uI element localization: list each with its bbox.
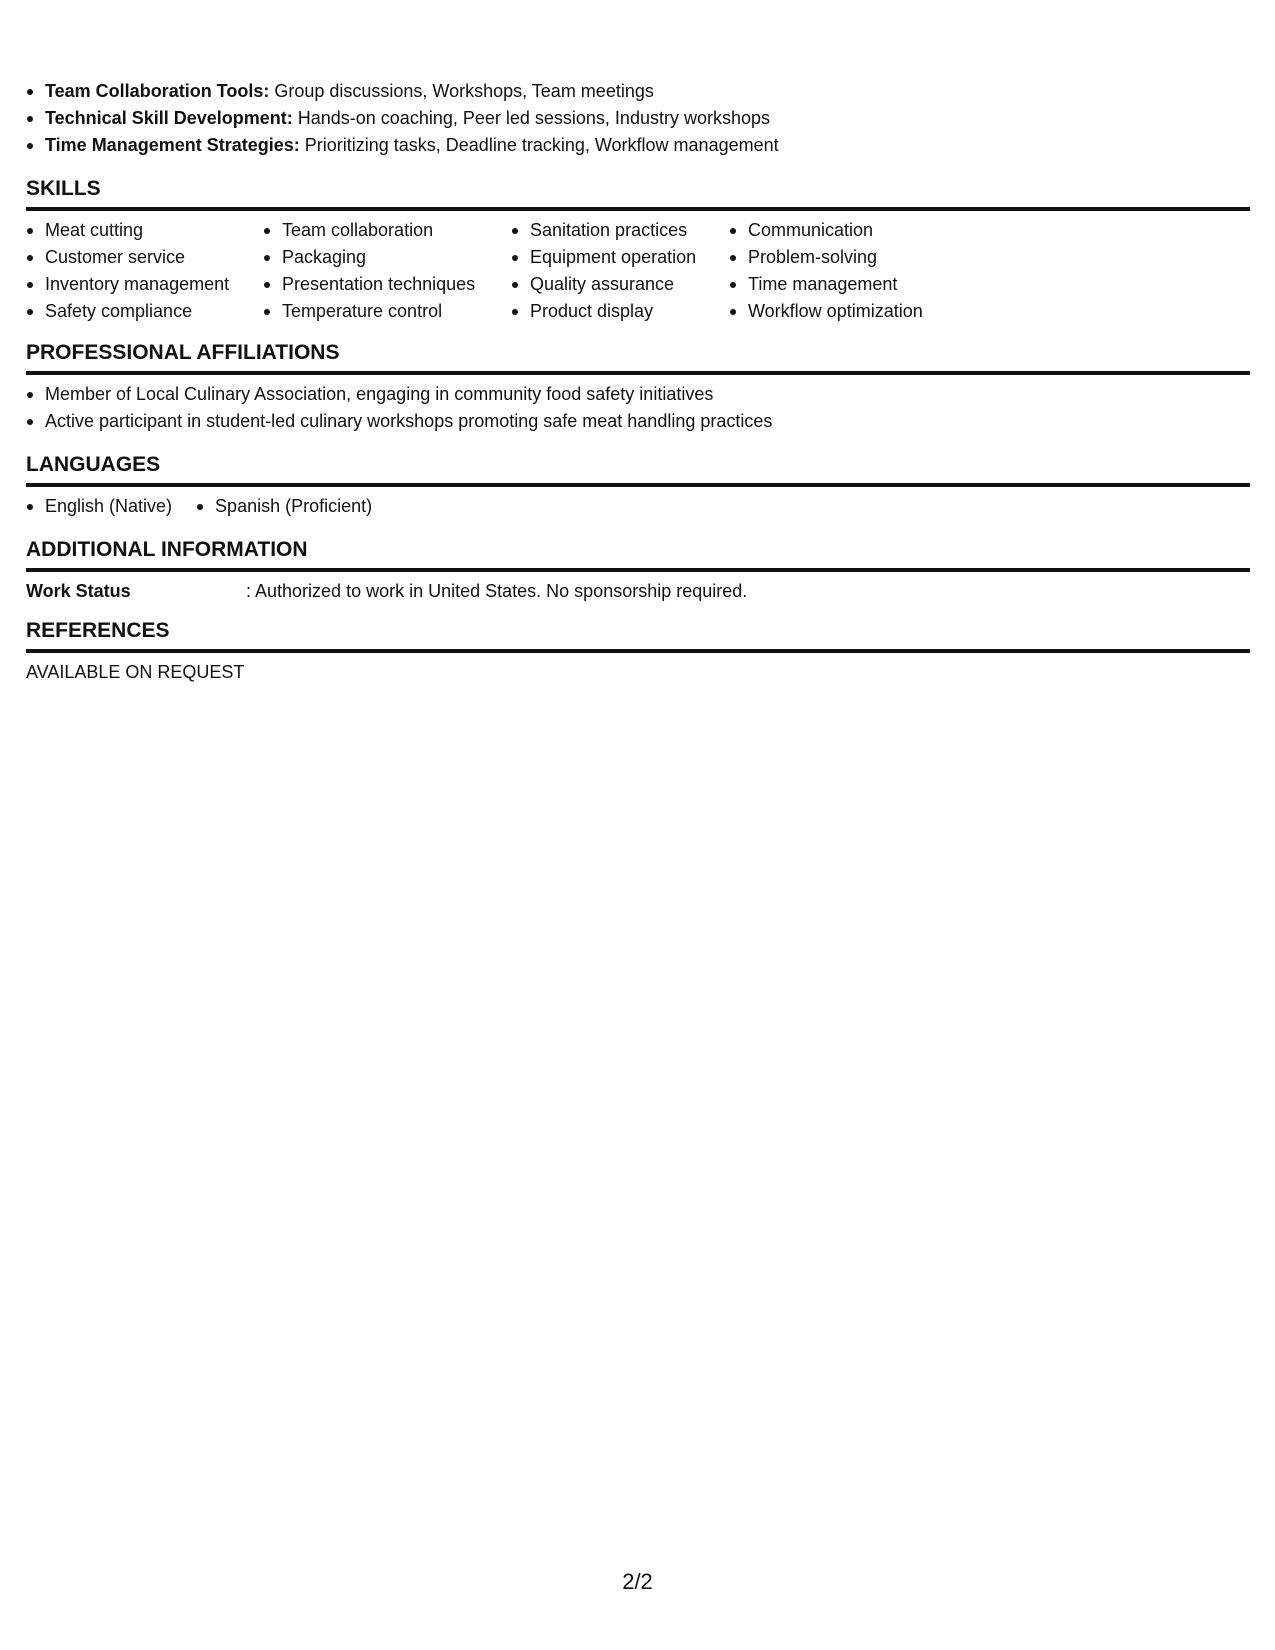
skill-item: Customer service — [26, 244, 263, 271]
skills-column — [263, 217, 511, 325]
skill-item: Time management — [729, 271, 989, 298]
affiliation-item: Active participant in student-led culinary workshops promoting safe meat handling practices — [26, 408, 1250, 435]
languages-list — [26, 493, 1250, 520]
skill-item: Sanitation practices — [511, 217, 729, 244]
skill-item: Presentation techniques — [263, 271, 511, 298]
skill-item: Team collaboration — [263, 217, 511, 244]
list-item — [26, 132, 1250, 159]
languages-heading: LANGUAGES — [26, 451, 1250, 487]
page-number: 2/2 — [622, 1569, 653, 1594]
additional-info-heading: ADDITIONAL INFORMATION — [26, 536, 1250, 572]
list-item — [26, 78, 1250, 105]
skills-heading: SKILLS — [26, 175, 1250, 211]
skill-item: Quality assurance — [511, 271, 729, 298]
intro-list — [26, 78, 1250, 159]
skills-column — [511, 217, 729, 325]
affiliation-item: Member of Local Culinary Association, engaging in community food safety initiatives — [26, 381, 1250, 408]
list-item — [26, 105, 1250, 132]
item-label: Technical Skill Development: — [45, 108, 293, 128]
skills-column — [729, 217, 989, 325]
skill-item: Product display — [511, 298, 729, 325]
affiliations-heading: PROFESSIONAL AFFILIATIONS — [26, 339, 1250, 375]
item-text: Group discussions, Workshops, Team meetings — [269, 81, 654, 101]
skills-column — [26, 217, 263, 325]
references-heading: REFERENCES — [26, 617, 1250, 653]
language-item: Spanish (Proficient) — [196, 493, 372, 520]
item-label: Team Collaboration Tools: — [45, 81, 270, 101]
item-text: Prioritizing tasks, Deadline tracking, Workflow management — [299, 135, 779, 155]
item-text: Hands-on coaching, Peer led sessions, Industry workshops — [292, 108, 770, 128]
skill-item: Packaging — [263, 244, 511, 271]
skill-item: Temperature control — [263, 298, 511, 325]
skill-item: Meat cutting — [26, 217, 263, 244]
skills-grid — [26, 217, 1250, 325]
skill-item: Equipment operation — [511, 244, 729, 271]
skill-item: Communication — [729, 217, 989, 244]
references-text: AVAILABLE ON REQUEST — [26, 662, 245, 682]
skill-item: Inventory management — [26, 271, 263, 298]
work-status-value: : Authorized to work in United States. No sponsorship required. — [246, 581, 748, 601]
skill-item: Problem-solving — [729, 244, 989, 271]
language-item: English (Native) — [26, 493, 172, 520]
item-label: Time Management Strategies: — [45, 135, 300, 155]
skill-item: Safety compliance — [26, 298, 263, 325]
resume-page — [26, 78, 1250, 686]
skill-item: Workflow optimization — [729, 298, 989, 325]
work-status-row — [26, 578, 1250, 605]
affiliations-list — [26, 381, 1250, 435]
work-status-label: Work Status — [26, 581, 131, 601]
